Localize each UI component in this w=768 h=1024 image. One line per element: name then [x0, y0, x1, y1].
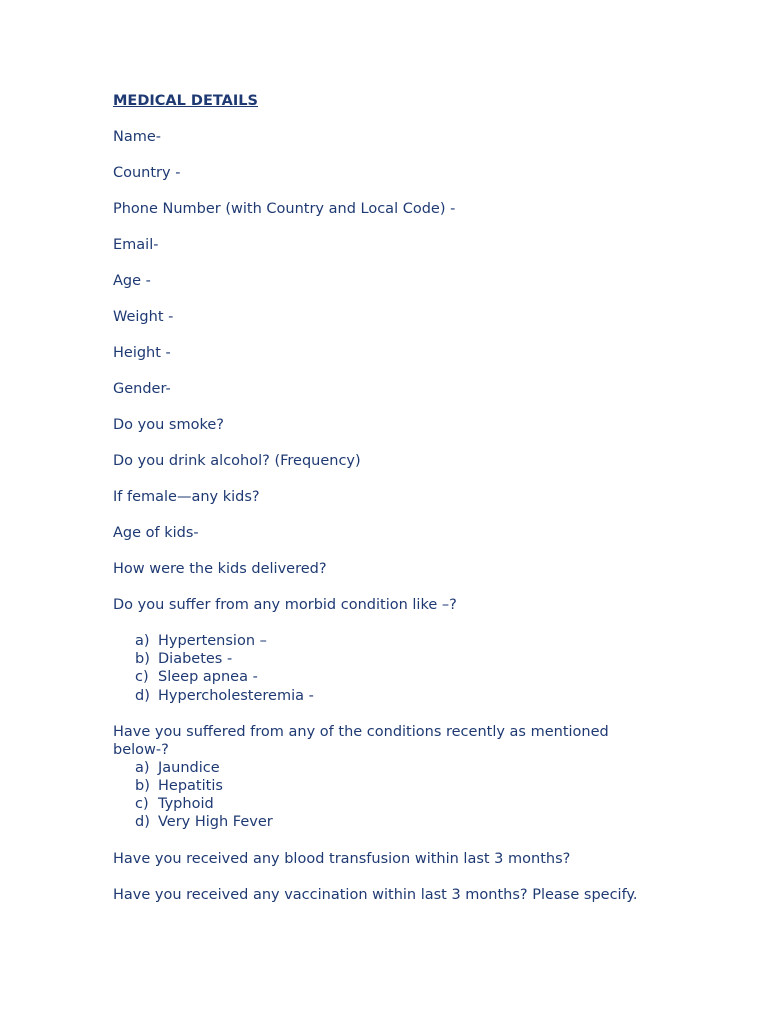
- field-age-of-kids: Age of kids-: [113, 525, 199, 541]
- question-kids-delivery: How were the kids delivered?: [113, 561, 327, 577]
- document-page: [113, 92, 653, 922]
- list-item-text: Very High Fever: [158, 814, 273, 831]
- morbid-conditions-list: [113, 632, 653, 705]
- list-item: [113, 650, 653, 668]
- question-kids: If female—any kids?: [113, 489, 260, 505]
- field-email: Email-: [113, 237, 159, 253]
- list-marker: a): [135, 633, 150, 649]
- list-item-text: Jaundice: [158, 759, 220, 776]
- field-gender: Gender-: [113, 381, 171, 397]
- field-country: Country -: [113, 165, 181, 181]
- list-marker: d): [135, 814, 150, 831]
- question-recent-conditions: Have you suffered from any of the conditions recently as mentioned below-?: [113, 723, 609, 758]
- list-item: [113, 777, 653, 795]
- list-marker: c): [135, 796, 149, 813]
- list-item: [113, 632, 653, 650]
- list-item: [113, 687, 653, 705]
- field-phone-number: Phone Number (with Country and Local Code) -: [113, 201, 456, 217]
- field-name: Name-: [113, 129, 162, 145]
- question-alcohol: Do you drink alcohol? (Frequency): [113, 453, 361, 469]
- field-age: Age -: [113, 273, 151, 289]
- list-item-text: Hepatitis: [158, 777, 223, 794]
- field-height: Height -: [113, 345, 171, 361]
- question-morbid-condition: Do you suffer from any morbid condition like –?: [113, 597, 457, 613]
- list-item: [113, 795, 653, 813]
- list-item: [113, 813, 653, 831]
- list-item-text: Hypercholesteremia -: [158, 687, 314, 704]
- question-smoke: Do you smoke?: [113, 417, 224, 433]
- list-marker: a): [135, 759, 150, 776]
- question-blood-transfusion: Have you received any blood transfusion within last 3 months?: [113, 850, 571, 867]
- list-marker: b): [135, 651, 150, 668]
- list-item-text: Hypertension –: [158, 633, 267, 649]
- list-marker: d): [135, 687, 150, 704]
- list-item-text: Typhoid: [158, 796, 214, 813]
- field-weight: Weight -: [113, 309, 174, 325]
- document-title: MEDICAL DETAILS: [113, 93, 258, 109]
- list-item: [113, 668, 653, 686]
- list-marker: b): [135, 777, 150, 794]
- list-marker: c): [135, 669, 149, 686]
- list-item-text: Diabetes -: [158, 651, 233, 668]
- list-item-text: Sleep apnea -: [158, 669, 258, 686]
- recent-conditions-list: [113, 759, 653, 832]
- question-vaccination: Have you received any vaccination within last 3 months? Please specify.: [113, 886, 638, 903]
- list-item: [113, 759, 653, 777]
